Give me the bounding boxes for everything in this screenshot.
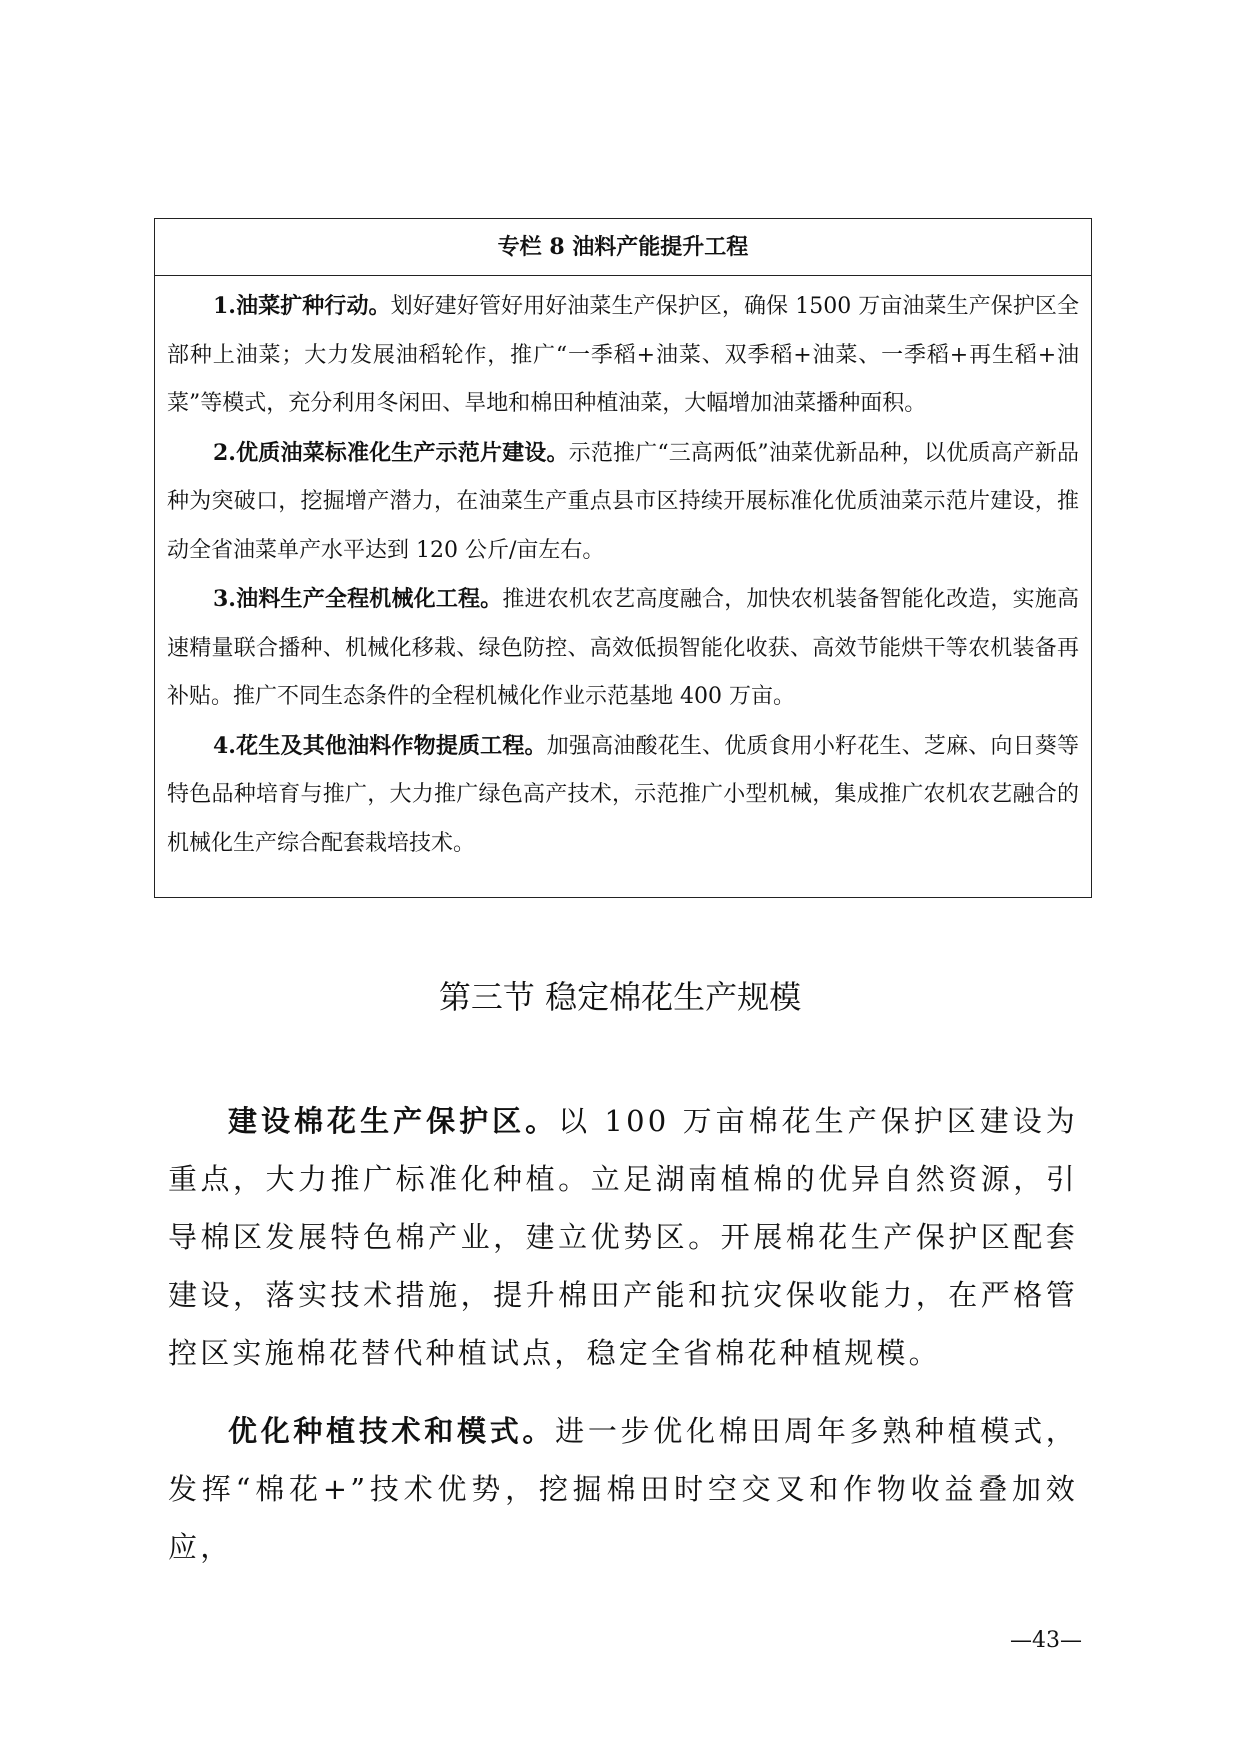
box-item-text: 加强高油酸花生、优质食用小籽花生、芝麻、向日葵等特色品种培育与推广，大力推广绿色高产技术，示范推广小型机械，集成推广农机农艺融合的机械化生产综合配套栽培技术。	[167, 733, 1079, 856]
box-item-4	[167, 722, 1079, 869]
body-paragraph-2	[168, 1402, 1078, 1576]
special-column-box	[154, 218, 1092, 898]
box-item-text: 划好建好管好用好油菜生产保护区，确保 1500 万亩油菜生产保护区全部种上油菜；大力发展油稻轮作，推广“一季稻+油菜、双季稻+油菜、一季稻+再生稻+油菜”等模式，充分利用冬闲田、旱地和棉田种植油菜，大幅增加油菜播种面积。	[167, 294, 1080, 416]
box-item-heading: 4.花生及其他油料作物提质工程。	[213, 732, 547, 759]
box-title: 专栏 8 油料产能提升工程	[155, 219, 1091, 276]
paragraph-text: 以 100 万亩棉花生产保护区建设为重点，大力推广标准化种植。立足湖南植棉的优异自然资源，引导棉区发展特色棉产业，建立优势区。开展棉花生产保护区配套建设，落实技术措施，提升棉田产能和抗灾保收能力，在严格管控区实施棉花替代种植试点，稳定全省棉花种植规模。	[168, 1104, 1078, 1370]
box-item-1	[167, 282, 1079, 429]
box-item-text: 推进农机农艺高度融合，加快农机装备智能化改造，实施高速精量联合播种、机械化移栽、绿色防控、高效低损智能化收获、高效节能烘干等农机装备再补贴。推广不同生态条件的全程机械化作业示范基地 400 万亩。	[167, 587, 1079, 709]
paragraph-heading: 优化种植技术和模式。	[228, 1414, 556, 1448]
paragraph-heading: 建设棉花生产保护区。	[228, 1104, 559, 1138]
box-item-heading: 1.油菜扩种行动。	[213, 293, 391, 319]
box-item-2	[167, 429, 1079, 576]
section-title: 第三节 稳定棉花生产规模	[438, 978, 802, 1016]
box-item-heading: 2.优质油菜标准化生产示范片建设。	[213, 439, 569, 466]
box-item-heading: 3.油料生产全程机械化工程。	[213, 586, 503, 612]
page-number: —43—	[1010, 1628, 1082, 1653]
box-item-3	[167, 575, 1079, 722]
body-paragraph-1	[168, 1092, 1078, 1382]
box-item-text: 示范推广“三高两低”油菜优新品种，以优质高产新品种为突破口，挖掘增产潜力，在油菜生产重点县市区持续开展标准化优质油菜示范片建设，推动全省油菜单产水平达到 120 公斤/亩左右。	[167, 440, 1080, 563]
paragraph-text: 进一步优化棉田周年多熟种植模式，发挥“棉花+”技术优势，挖掘棉田时空交叉和作物收益叠加效应，	[168, 1414, 1078, 1564]
box-body	[155, 276, 1091, 868]
